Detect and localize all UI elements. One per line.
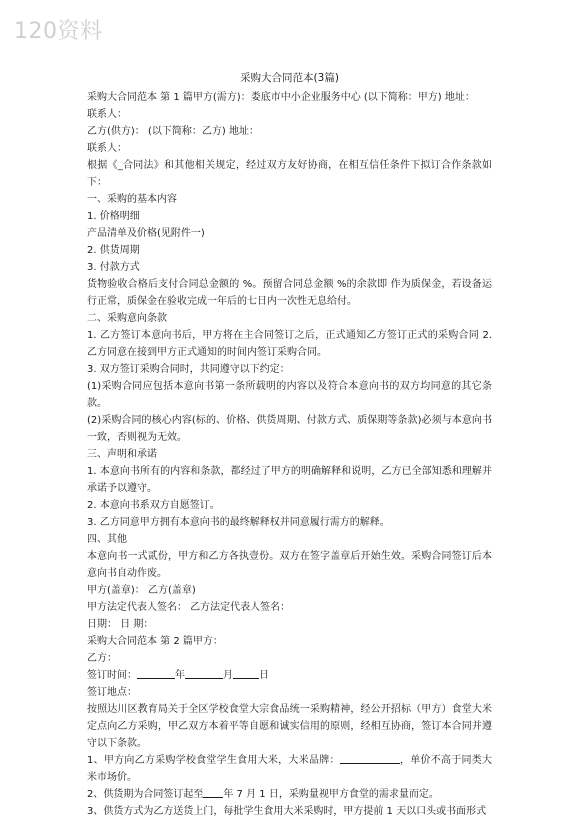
paragraph: 1. 乙方签订本意向书后，甲方将在主合同签订之后，正式通知乙方签订正式的采购合同 2. 乙方同意在接到甲方正式通知的时间内签订采购合同。	[87, 330, 492, 358]
paragraph: 乙方：	[87, 653, 117, 664]
paragraph: 1. 价格明细	[87, 211, 140, 222]
clause-text: 2、供货期为合同签订起至	[87, 789, 204, 800]
paragraph: 产品清单及价格(见附件一)	[87, 228, 205, 239]
paragraph: 3. 付款方式	[87, 262, 140, 273]
paragraph: 2. 本意向书系双方自愿签订。	[87, 500, 220, 511]
clause-text: 年 7 月 1 日，采购量视甲方食堂的需求量而定。	[223, 789, 439, 800]
clause-1	[87, 752, 492, 786]
paragraph: 采购大合同范本 第 2 篇甲方：	[87, 636, 223, 647]
section-heading: 一、采购的基本内容	[87, 194, 177, 205]
signature-line: 甲方法定代表人签名： 乙方法定代表人签名：	[87, 602, 291, 613]
paragraph: (2)采购合同的核心内容(标的、价格、供货周期、付款方式、质保期等条款)必须与本意向书一致，否则视为无效。	[87, 415, 492, 443]
blank-field	[340, 752, 400, 764]
paragraph: 2. 供货周期	[87, 245, 140, 256]
paragraph: 本意向书一式贰份，甲方和乙方各执壹份。双方在签字盖章后开始生效。采购合同签订后本意向书自动作废。	[87, 551, 492, 579]
section-heading: 三、声明和承诺	[87, 449, 157, 460]
blank-field	[137, 667, 175, 679]
sign-date-label: 签订时间：	[87, 670, 137, 681]
watermark-logo: 120资料	[14, 19, 103, 44]
clause-text: ，单价不高于同类大米市场价。	[87, 755, 493, 783]
paragraph: 联系人：	[87, 109, 127, 120]
clause-2	[87, 786, 492, 803]
paragraph: 1. 本意向书所有的内容和条款，都经过了甲方的明确解释和说明，乙方已全部知悉和理解并承诺予以遵守。	[87, 466, 492, 494]
signature-line: 甲方(盖章)： 乙方(盖章)	[87, 585, 196, 596]
day-label: 日	[259, 670, 269, 681]
year-label: 年	[175, 670, 185, 681]
date-line: 日期： 日 期：	[87, 619, 154, 630]
blank-field	[185, 667, 223, 679]
paragraph: 3. 双方签订采购合同时，共同遵守以下约定：	[87, 364, 290, 375]
blank-field	[203, 786, 223, 798]
clause-3: 3、供货方式为乙方送货上门，每批学生食用大米采购时，甲方提前 1 天以口头或书面形式	[87, 806, 487, 817]
month-label: 月	[223, 670, 233, 681]
section-heading: 四、其他	[87, 534, 127, 545]
paragraph: 根据《_合同法》和其他相关规定，经过双方友好协商，在相互信任条件下拟订合作条款如下：	[87, 160, 492, 188]
paragraph: (1)采购合同应包括本意向书第一条所载明的内容以及符合本意向书的双方均同意的其它条款。	[87, 381, 492, 409]
document-title: 采购大合同范本(3篇)	[240, 72, 339, 84]
sign-date-line	[87, 667, 492, 684]
paragraph: 联系人：	[87, 143, 127, 154]
paragraph: 签订地点：	[87, 687, 137, 698]
blank-field	[233, 667, 259, 679]
paragraph: 3. 乙方同意甲方拥有本意向书的最终解释权并同意履行需方的解释。	[87, 517, 390, 528]
section-heading: 二、采购意向条款	[87, 313, 167, 324]
paragraph: 货物验收合格后支付合同总金额的 %。预留合同总金额 %的余款即 作为质保金，若设备运行正常，质保金在验收完成一年后的七日内一次性无息给付。	[87, 279, 492, 307]
clause-text: 1、甲方向乙方采购学校食堂学生食用大米，大米品牌：	[87, 755, 340, 766]
document-page	[87, 71, 492, 820]
paragraph: 乙方(供方)： (以下简称：乙方) 地址：	[87, 126, 259, 137]
paragraph: 按照达川区教育局关于全区学校食堂大宗食品统一采购精神，经公开招标（甲方）食堂大米定点向乙方采购，甲乙双方本着平等自愿和诚实信用的原则，经相互协商，签订本合同并遵守以下条款。	[87, 704, 492, 749]
paragraph: 采购大合同范本 第 1 篇甲方(需方)：娄底市中小企业服务中心 (以下简称：甲方) 地址：	[87, 92, 475, 103]
